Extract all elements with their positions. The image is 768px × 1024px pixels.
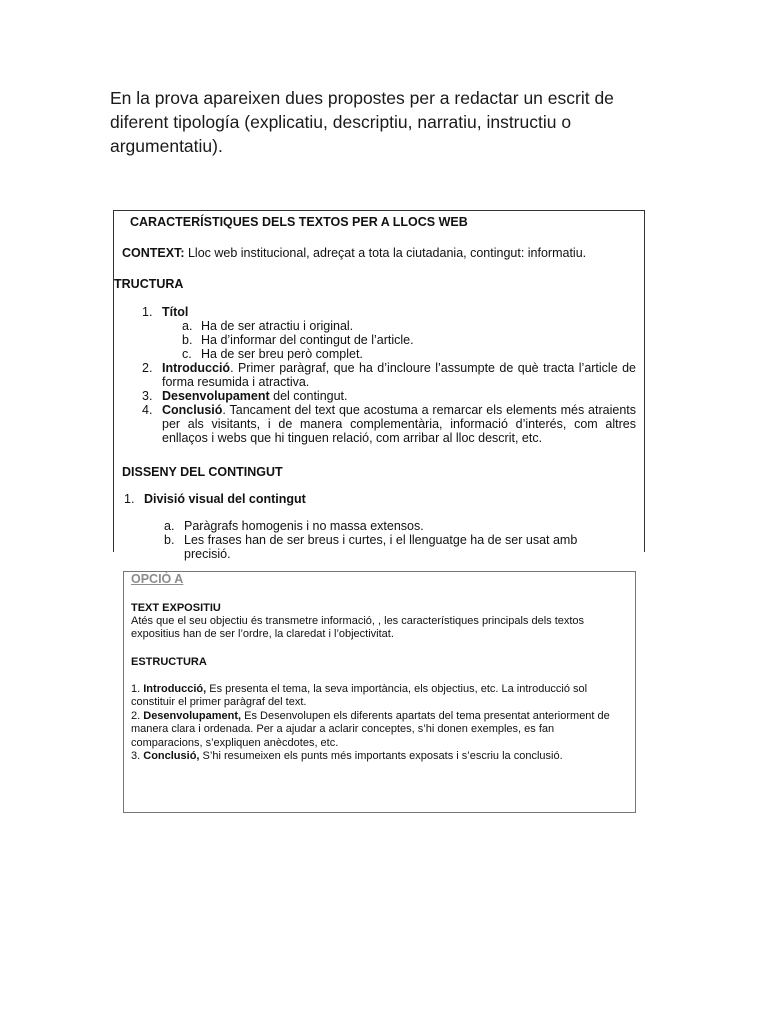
web-texts-characteristics-box [113,210,645,561]
option-label: OPCIÓ A [131,572,184,586]
item-number: 1. [142,305,153,319]
item-label: Conclusió [162,403,223,417]
sub-text: Les frases han de ser breus i curtes, i el llenguatge ha de ser usat amb precisió. [184,533,578,561]
context-label: CONTEXT: [122,246,185,260]
sub-text: Ha de ser breu però complet. [201,347,363,361]
intro-paragraph: En la prova apareixen dues propostes per a redactar un escrit de diferent tipología (explicatiu, descriptiu, narratiu, instructiu o argumentatiu). [110,88,614,156]
sub-letter: a. [182,319,193,333]
structure-heading: ESTRUCTURA [131,656,207,668]
item-label: Desenvolupament, [143,709,242,722]
sub-item [124,533,624,561]
design-sublist [124,519,624,561]
box-title: CARACTERÍSTIQUES DELS TEXTOS PER A LLOCS WEB [130,215,468,229]
item-label: Introducció [162,361,231,375]
design-item [124,492,306,506]
item-text: . Primer paràgraf, que ha d’incloure l’assumpte de què tracta l’article de forma resumida i atractiva. [162,361,636,389]
sub-text: Paràgrafs homogenis i no massa extensos. [184,519,424,533]
item-label: Divisió visual del contingut [144,492,306,506]
list-item [131,710,627,750]
text-type-paragraph: Atés que el seu objectiu és transmetre informació, , les característiques principals dels textos expositius han de ser l’ordre, la claredat i l’objectivitat. [131,615,585,641]
item-text: Es presenta el tema, la seva importància, els objectius, etc. La introducció sol constituir el primer paràgraf del text. [131,683,588,709]
design-heading: DISSENY DEL CONTINGUT [122,465,283,479]
item-number: 3. [131,750,141,763]
item-label: Introducció, [143,683,207,695]
item-label: Conclusió, [143,750,200,763]
item-text: del contingut. [269,389,348,403]
item-text: . Tancament del text que acostuma a remarcar els elements més atraients per als visitants, i de manera complementària, informació d’interés, com altres enllaços i webs que hi tinguen relació, com arribar al lloc descrit, etc. [162,403,636,445]
item-label: Desenvolupament [162,389,270,403]
item-number: 2. [131,709,141,722]
context-text: Lloc web institucional, adreçat a tota la ciutadania, contingut: informatiu. [184,246,587,260]
context-line [122,246,586,260]
item-label: Títol [162,305,189,319]
list-item [138,403,636,445]
item-text: Es Desenvolupen els diferents apartats del tema presentat anteriorment de manera clara i ordenada. Per a ajudar a aclarir conceptes, s’hi donen exemples, es fan comparacions, s’expliquen anècdotes, etc. [131,709,610,749]
list-item [138,305,636,319]
structure-list [131,683,627,763]
item-number: 3. [142,389,153,403]
sub-letter: b. [182,333,193,347]
sub-text: Ha de ser atractiu i original. [201,319,354,333]
sub-item [138,319,636,333]
structure-heading: TRUCTURA [114,277,184,291]
structure-list [138,305,636,445]
sub-letter: a. [164,519,175,533]
option-a-box [123,571,636,813]
list-item [131,683,627,710]
sub-item [138,333,636,347]
sub-item [124,519,624,533]
sub-text: Ha d’informar del contingut de l’article. [201,333,414,347]
list-item [131,750,627,763]
sub-letter: b. [164,533,175,547]
item-number: 1. [131,683,141,695]
item-number: 4. [142,403,153,417]
item-text: S’hi resumeixen els punts més importants exposats i s’escriu la conclusió. [199,750,563,763]
item-number: 1. [124,492,135,506]
text-type-heading: TEXT EXPOSITIU [131,602,221,614]
list-item [138,361,636,389]
sub-item [138,347,636,361]
list-item [138,389,636,403]
item-number: 2. [142,361,153,375]
sub-letter: c. [182,347,192,361]
